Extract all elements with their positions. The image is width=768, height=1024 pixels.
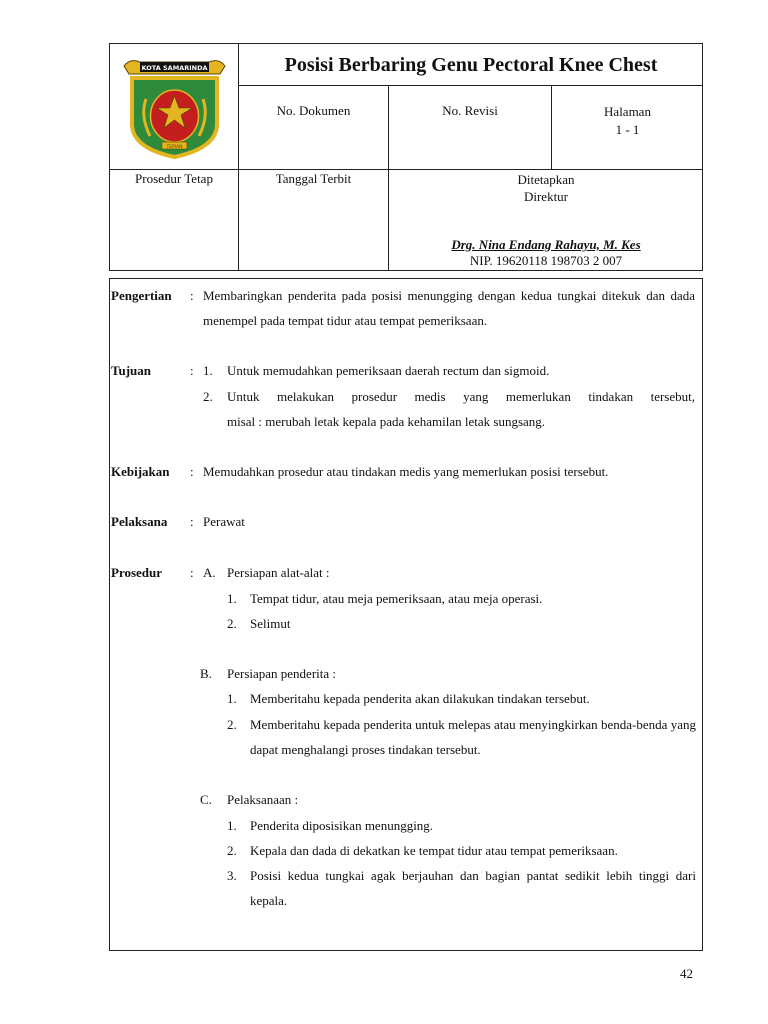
prosedur-group-c-letter: C. xyxy=(200,792,212,807)
prosedur-group-b-title: Persiapan penderita : xyxy=(227,666,337,681)
tujuan-item-1-num: 1. xyxy=(203,363,213,378)
tujuan-colon: : xyxy=(190,363,194,378)
signatory-name: Drg. Nina Endang Rahayu, M. Kes xyxy=(451,237,641,252)
pelaksana-label: Pelaksana xyxy=(111,514,168,529)
prosedur-b-item-1-num: 1. xyxy=(227,691,237,706)
pengertian-colon: : xyxy=(190,288,194,303)
pelaksana-colon: : xyxy=(190,514,194,529)
prosedur-c-item-2-num: 2. xyxy=(227,843,237,858)
prosedur-c-item-3-text: Posisi kedua tungkai agak berjauhan dan bagian pantat sedikit lebih tinggi dari kepala. xyxy=(250,868,696,908)
signatory-nip: NIP. 19620118 198703 2 007 xyxy=(469,253,623,268)
halaman-value: 1 - 1 xyxy=(615,122,640,137)
tujuan-item-2-line-2: misal : merubah letak kepala pada kehamilan letak sungsang. xyxy=(227,414,546,429)
prosedur-a-item-1-num: 1. xyxy=(227,591,237,606)
halaman-cell xyxy=(552,86,703,170)
prosedur-c-item-3-num: 3. xyxy=(227,868,237,883)
tujuan-item-1-text: Untuk memudahkan pemeriksaan daerah rectum dan sigmoid. xyxy=(227,363,550,378)
page-number: 42 xyxy=(680,966,693,981)
ditetapkan-cell xyxy=(389,170,703,271)
prosedur-group-a-letter: A. xyxy=(203,565,216,580)
no-dokumen-label: No. Dokumen xyxy=(276,103,351,118)
no-revisi-label: No. Revisi xyxy=(442,103,498,118)
direktur-label: Direktur xyxy=(523,189,569,204)
tujuan-item-2-line-1: Untuk melakukan prosedur medis yang memerlukan tindakan tersebut, xyxy=(227,389,695,404)
prosedur-b-item-2-text: Memberitahu kepada penderita untuk melepas atau menyingkirkan benda-benda yang dapat menghalangi proses tindakan tersebut. xyxy=(250,717,696,757)
prosedur-colon: : xyxy=(190,565,194,580)
signature-block xyxy=(389,237,703,269)
no-revisi-cell xyxy=(389,86,552,170)
prosedur-tetap-cell xyxy=(110,170,239,271)
tujuan-item-2-num: 2. xyxy=(203,389,213,404)
prosedur-a-item-2-num: 2. xyxy=(227,616,237,631)
prosedur-c-item-2-text: Kepala dan dada di dekatkan ke tempat tidur atau tempat pemeriksaan. xyxy=(250,843,618,858)
logo-text-bottom: TEPIAN xyxy=(166,145,183,150)
pengertian-label: Pengertian xyxy=(111,288,172,303)
prosedur-c-item-1-num: 1. xyxy=(227,818,237,833)
prosedur-tetap-label: Prosedur Tetap xyxy=(135,171,213,186)
document-title: Posisi Berbaring Genu Pectoral Knee Chest xyxy=(239,44,703,86)
tanggal-terbit-cell xyxy=(239,170,389,271)
tanggal-terbit-label: Tanggal Terbit xyxy=(275,171,352,186)
pelaksana-text: Perawat xyxy=(203,514,245,529)
ditetapkan-label: Ditetapkan xyxy=(517,172,575,187)
prosedur-a-item-2-text: Selimut xyxy=(250,616,291,631)
prosedur-group-b-letter: B. xyxy=(200,666,212,681)
no-dokumen-cell xyxy=(239,86,389,170)
prosedur-c-item-1-text: Penderita diposisikan menungging. xyxy=(250,818,434,833)
pengertian-text: Membaringkan penderita pada posisi menungging dengan kedua tungkai ditekuk dan dada menempel pada tempat tidur atau tempat pemeriksaan. xyxy=(203,288,695,328)
prosedur-group-c-title: Pelaksanaan : xyxy=(227,792,299,807)
tujuan-label: Tujuan xyxy=(111,363,151,378)
logo-cell xyxy=(110,44,239,170)
kota-samarinda-logo xyxy=(110,44,239,170)
kebijakan-label: Kebijakan xyxy=(111,464,170,479)
kebijakan-text: Memudahkan prosedur atau tindakan medis yang memerlukan posisi tersebut. xyxy=(203,464,609,479)
procedure-body xyxy=(109,278,703,951)
prosedur-group-a-title: Persiapan alat-alat : xyxy=(227,565,330,580)
prosedur-label: Prosedur xyxy=(111,565,163,580)
kebijakan-colon: : xyxy=(190,464,194,479)
document-header-table xyxy=(109,43,703,271)
logo-text-top: KOTA SAMARINDA xyxy=(141,64,208,72)
halaman-label: Halaman xyxy=(604,104,651,119)
prosedur-b-item-1-text: Memberitahu kepada penderita akan dilakukan tindakan tersebut. xyxy=(250,691,590,706)
prosedur-b-item-2-num: 2. xyxy=(227,717,237,732)
prosedur-a-item-1-text: Tempat tidur, atau meja pemeriksaan, atau meja operasi. xyxy=(250,591,543,606)
